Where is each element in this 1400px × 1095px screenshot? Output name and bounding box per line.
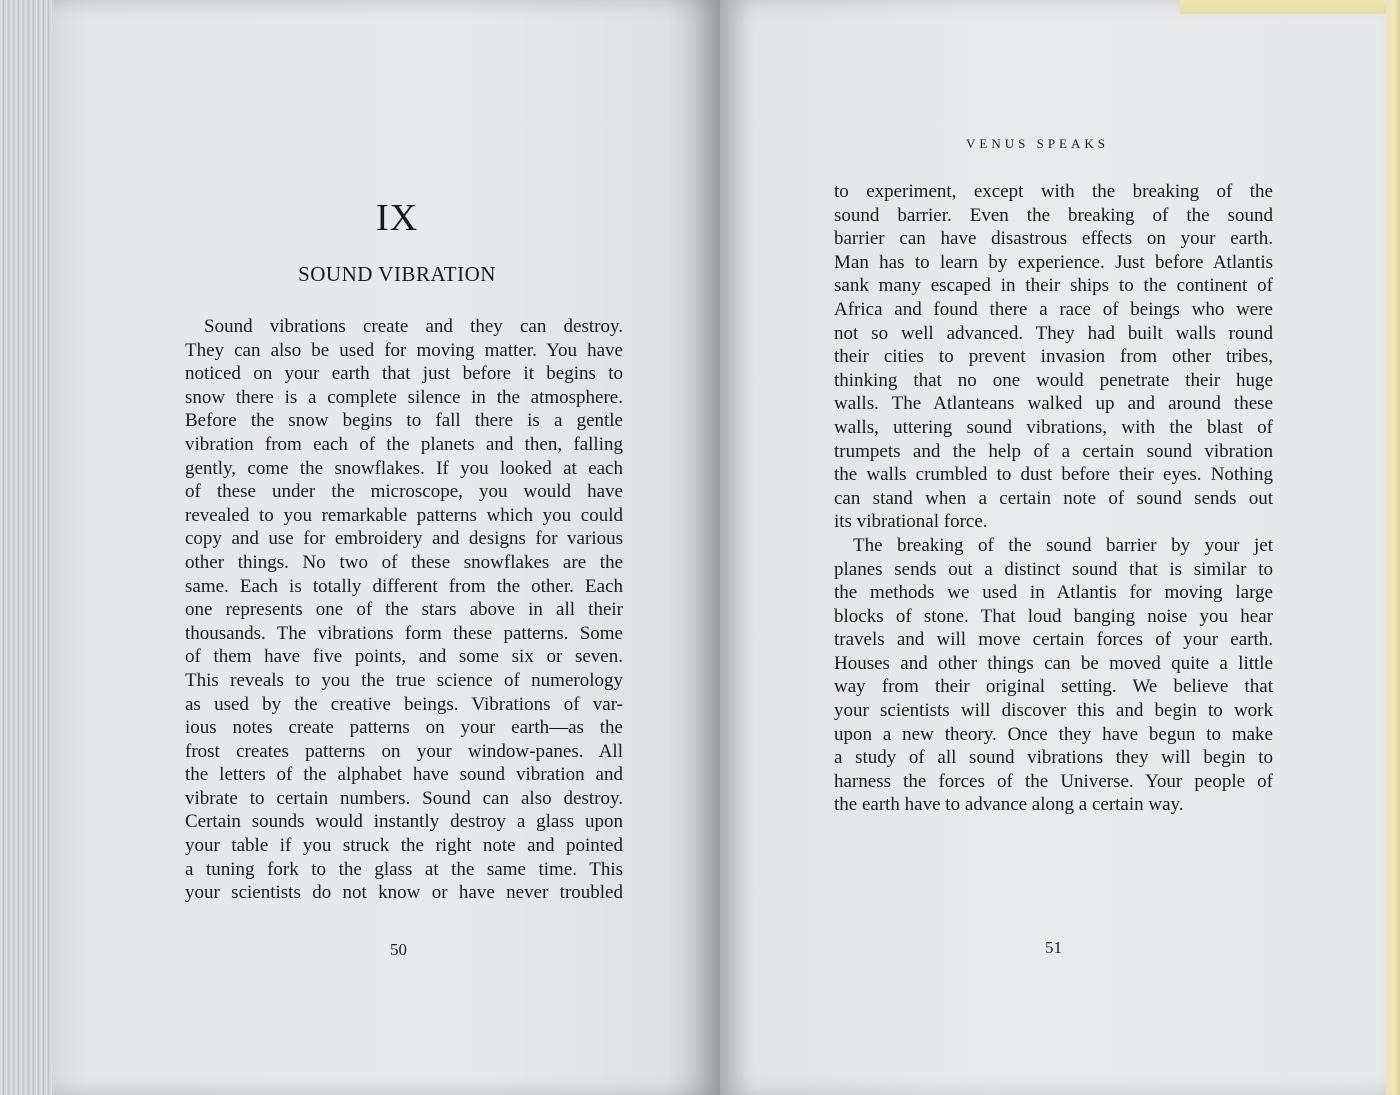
chapter-title: SOUND VIBRATION bbox=[298, 262, 496, 286]
text-line: can stand when a certain note of sound sends out bbox=[834, 487, 1273, 509]
text-line: noticed on your earth that just before it begins to bbox=[185, 363, 623, 385]
text-line: vibrate to certain numbers. Sound can also destroy. bbox=[185, 787, 623, 809]
text-line: other things. No two of these snowflakes are the bbox=[185, 551, 623, 573]
page-number-right: 51 bbox=[1045, 938, 1062, 957]
text-line: walls. The Atlanteans walked up and around these bbox=[834, 393, 1273, 415]
text-line: the earth have to advance along a certain way. bbox=[834, 794, 1184, 816]
text-line: Sound vibrations create and they can destroy. bbox=[204, 316, 623, 337]
text-line: They can also be used for moving matter. You have bbox=[185, 339, 623, 361]
text-line: sank many escaped in their ships to the continent of bbox=[834, 275, 1273, 297]
text-line: a tuning fork to the glass at the same time. This bbox=[185, 858, 623, 880]
text-line: ious notes create patterns on your earth—as the bbox=[185, 717, 623, 739]
right-page-edge bbox=[1386, 0, 1400, 1095]
text-line: copy and use for embroidery and designs for various bbox=[185, 528, 623, 550]
text-line: barrier can have disastrous effects on your earth. bbox=[834, 228, 1273, 250]
text-line: Man has to learn by experience. Just before Atlantis bbox=[834, 251, 1273, 273]
text-line: thousands. The vibrations form these patterns. Some bbox=[185, 622, 623, 644]
text-line: the walls crumbled to dust before their eyes. Nothing bbox=[834, 464, 1273, 486]
text-line: the methods we used in Atlantis for moving large bbox=[834, 582, 1273, 604]
text-line: to experiment, except with the breaking of the bbox=[834, 181, 1273, 202]
text-line: snow there is a complete silence in the atmosphere. bbox=[185, 386, 623, 408]
text-line: walls, uttering sound vibrations, with the blast of bbox=[834, 416, 1273, 438]
text-line: harness the forces of the Universe. Your people of bbox=[834, 770, 1273, 792]
chapter-number: IX bbox=[375, 197, 419, 239]
right-page-body bbox=[834, 180, 1273, 817]
text-line: upon a new theory. Once they have begun to make bbox=[834, 723, 1273, 745]
text-line: travels and will move certain forces of your earth. bbox=[834, 629, 1273, 651]
text-line: a study of all sound vibrations they will begin to bbox=[834, 747, 1273, 769]
text-line: way from their original setting. We believe that bbox=[834, 676, 1273, 698]
text-line: planes sends out a distinct sound that is similar to bbox=[834, 558, 1273, 580]
running-head: VENUS SPEAKS bbox=[966, 136, 1109, 151]
text-line: its vibrational force. bbox=[834, 511, 988, 533]
text-line: not so well advanced. They had built walls round bbox=[834, 322, 1273, 344]
text-line: Africa and found there a race of beings who were bbox=[834, 298, 1273, 320]
text-line: This reveals to you the true science of numerology bbox=[185, 669, 623, 691]
text-line: your table if you struck the right note and pointed bbox=[185, 835, 623, 857]
text-line: thinking that no one would penetrate their huge bbox=[834, 369, 1273, 391]
text-line: the letters of the alphabet have sound vibration and bbox=[185, 764, 623, 786]
text-line: of them have five points, and some six or seven. bbox=[185, 646, 623, 668]
text-line: their cities to prevent invasion from other tribes, bbox=[834, 346, 1273, 368]
page-number-left: 50 bbox=[390, 940, 407, 959]
text-line: The breaking of the sound barrier by your jet bbox=[853, 534, 1273, 556]
text-line: sound barrier. Even the breaking of the sound bbox=[834, 204, 1273, 226]
text-line: same. Each is totally different from the other. Each bbox=[185, 575, 623, 597]
text-line: vibration from each of the planets and then, falling bbox=[185, 433, 623, 455]
text-line: your scientists do not know or have never troubled bbox=[185, 882, 623, 904]
text-line: blocks of stone. That loud banging noise you hear bbox=[834, 605, 1273, 627]
text-line: gently, come the snowflakes. If you looked at each bbox=[185, 457, 623, 479]
text-line: revealed to you remarkable patterns which you could bbox=[185, 504, 623, 526]
text-line: of these under the microscope, you would have bbox=[185, 481, 623, 503]
text-line: one represents one of the stars above in all their bbox=[185, 599, 623, 621]
left-page-body bbox=[185, 315, 623, 905]
text-line: Houses and other things can be moved quite a little bbox=[834, 652, 1273, 674]
text-line: frost creates patterns on your window-panes. All bbox=[185, 740, 623, 762]
text-line: as used by the creative beings. Vibrations of var- bbox=[185, 693, 623, 715]
text-line: Before the snow begins to fall there is a gentle bbox=[185, 410, 623, 432]
text-line: Certain sounds would instantly destroy a glass upon bbox=[185, 811, 623, 833]
top-edge-strip bbox=[1180, 0, 1386, 14]
text-line: trumpets and the help of a certain sound vibration bbox=[834, 440, 1273, 462]
text-line: your scientists will discover this and begin to work bbox=[834, 700, 1273, 722]
